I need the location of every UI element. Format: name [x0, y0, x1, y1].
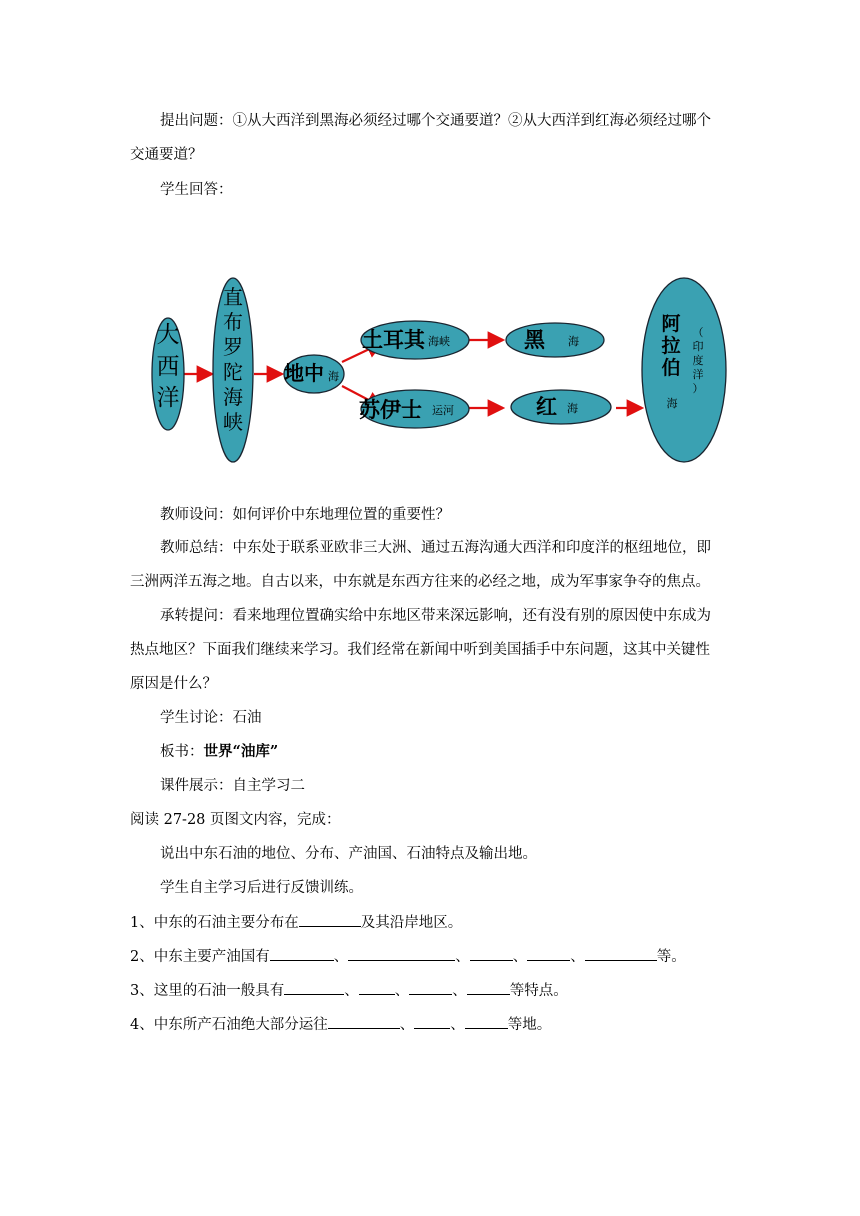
board-title: 世界“油库”	[203, 743, 279, 760]
question-paragraph-line1: 提出问题：①从大西洋到黑海必须经过哪个交通要道？②从大西洋到红海必须经过哪个	[160, 113, 711, 129]
arabian-char-3: 伯	[661, 357, 681, 379]
arabian-sea-small-label: 海	[666, 397, 678, 410]
question-3	[130, 980, 568, 1001]
separator: 、	[333, 949, 349, 965]
answer-blank[interactable]	[409, 980, 452, 995]
feedback-instruction: 学生自主学习后进行反馈训练。	[160, 880, 363, 896]
suez-canal-small-label: 运河	[432, 404, 454, 417]
teacher-summary-line2: 三洲两洋五海之地。自古以来，中东就是东西方往来的必经之地，成为军事家争夺的焦点。	[130, 574, 710, 590]
question-4-suffix: 等地。	[507, 1017, 552, 1033]
question-2-text: 2、中东主要产油国有	[130, 949, 270, 965]
student-answer-label: 学生回答：	[160, 182, 233, 198]
task-description: 说出中东石油的地位、分布、产油国、石油特点及输出地。	[160, 846, 537, 862]
answer-blank[interactable]	[328, 1014, 400, 1029]
transition-line3: 原因是什么？	[130, 676, 217, 692]
separator: 、	[512, 949, 528, 965]
separator: 、	[344, 983, 359, 999]
separator: 、	[399, 1017, 415, 1033]
courseware-display: 课件展示：自主学习二	[160, 778, 305, 794]
answer-blank[interactable]	[414, 1014, 450, 1029]
arabian-sea-node	[642, 278, 726, 462]
indian-ocean-char-2: 印	[692, 340, 704, 353]
arabian-char-1: 阿	[661, 313, 681, 335]
separator: 、	[570, 949, 585, 965]
black-sea-small-label: 海	[568, 335, 579, 348]
separator: 、	[394, 983, 410, 999]
atlantic-char-1: 大	[156, 322, 180, 348]
question-1	[130, 912, 462, 933]
mediterranean-label: 地中	[284, 361, 324, 385]
reading-instruction: 阅读 27-28 页图文内容，完成：	[130, 812, 341, 828]
route-diagram	[0, 0, 860, 480]
gibraltar-char-2: 布	[223, 310, 243, 334]
question-4-text: 4、中东所产石油绝大部分运往	[130, 1017, 328, 1033]
transition-line1: 承转提问：看来地理位置确实给中东地区带来深远影响，还有没有别的原因使中东成为	[160, 608, 711, 624]
indian-ocean-char-1: （	[692, 326, 704, 339]
black-sea-node	[506, 323, 604, 357]
black-sea-label: 黑	[524, 327, 545, 352]
board-label: 板书：	[160, 744, 204, 760]
question-1-text: 1、中东的石油主要分布在	[130, 915, 299, 931]
question-paragraph-line2: 交通要道？	[130, 147, 203, 163]
answer-blank[interactable]	[348, 946, 455, 961]
gibraltar-char-5: 海	[223, 385, 243, 409]
separator: 、	[455, 949, 470, 965]
turkish-straits-small-label: 海峡	[428, 335, 450, 348]
indian-ocean-char-4: 洋	[692, 368, 704, 381]
question-2	[130, 946, 686, 967]
answer-blank[interactable]	[470, 946, 513, 961]
indian-ocean-char-5: ）	[692, 382, 704, 395]
red-sea-node	[511, 390, 611, 424]
gibraltar-char-4: 陀	[223, 360, 243, 384]
teacher-summary-line1: 教师总结：中东处于联系亚欧非三大洲、通过五海沟通大西洋和印度洋的枢纽地位，即	[160, 540, 711, 556]
suez-canal-label: 苏伊士	[359, 397, 422, 422]
mediterranean-sea-label: 海	[328, 370, 339, 383]
indian-ocean-char-3: 度	[692, 354, 704, 367]
question-3-text: 3、这里的石油一般具有	[130, 983, 285, 999]
answer-blank[interactable]	[359, 980, 395, 995]
answer-blank[interactable]	[270, 946, 334, 961]
red-sea-small-label: 海	[567, 402, 578, 415]
answer-blank[interactable]	[465, 1014, 508, 1029]
turkish-straits-label: 土耳其	[362, 327, 425, 352]
question-4	[130, 1014, 551, 1035]
arabian-char-2: 拉	[661, 335, 681, 357]
answer-blank[interactable]	[585, 946, 657, 961]
gibraltar-char-3: 罗	[223, 335, 243, 359]
atlantic-char-3: 洋	[156, 385, 180, 411]
answer-blank[interactable]	[284, 980, 344, 995]
question-2-suffix: 等。	[656, 949, 686, 965]
atlantic-char-2: 西	[156, 354, 180, 380]
board-writing	[160, 742, 278, 762]
transition-line2: 热点地区？下面我们继续来学习。我们经常在新闻中听到美国插手中东问题，这其中关键性	[130, 642, 710, 658]
question-3-suffix: 等特点。	[509, 983, 568, 999]
question-1-suffix: 及其沿岸地区。	[360, 915, 463, 931]
student-discussion: 学生讨论：石油	[160, 710, 262, 726]
separator: 、	[452, 983, 467, 999]
red-sea-label: 红	[536, 394, 557, 419]
answer-blank[interactable]	[299, 912, 361, 927]
gibraltar-char-1: 直	[223, 285, 243, 309]
answer-blank[interactable]	[467, 980, 510, 995]
gibraltar-char-6: 峡	[223, 410, 243, 434]
answer-blank[interactable]	[527, 946, 570, 961]
teacher-ask: 教师设问：如何评价中东地理位置的重要性？	[160, 507, 450, 523]
separator: 、	[450, 1017, 465, 1033]
